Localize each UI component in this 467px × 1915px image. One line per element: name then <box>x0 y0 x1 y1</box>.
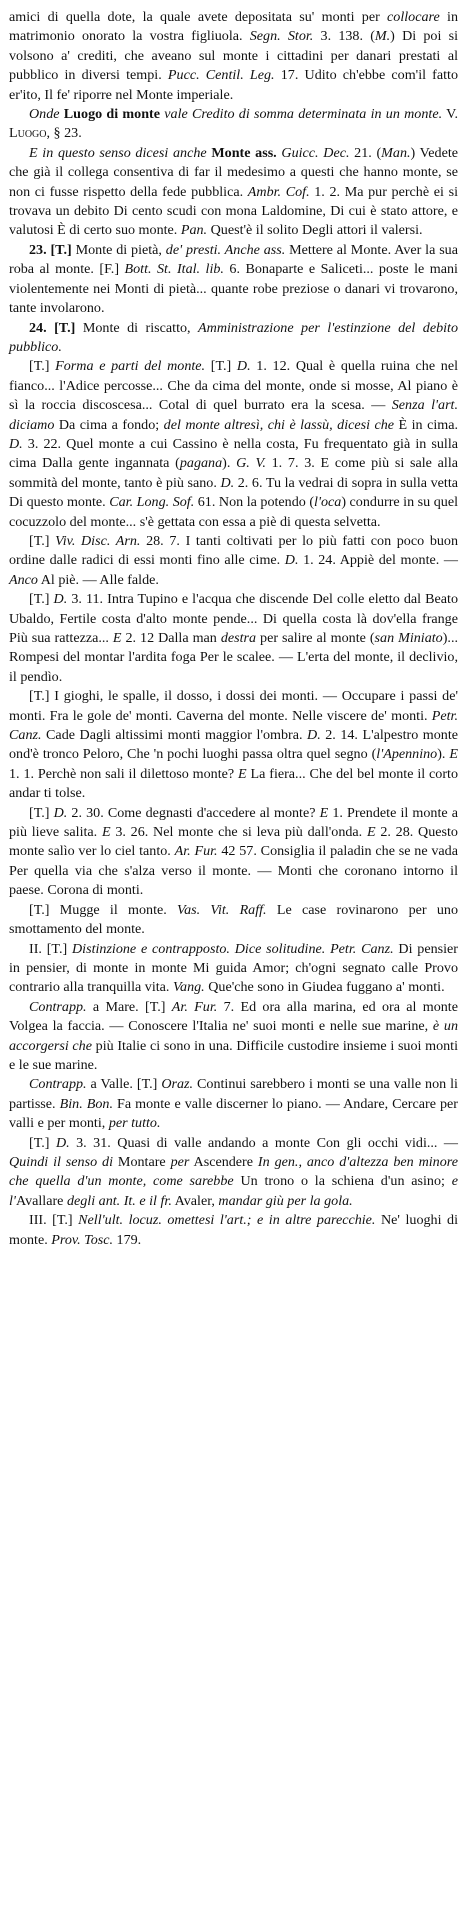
text-run: 6. Bonaparte e Saliceti... poste le mani violentemente nei Monti di pietà... quante robe preziose o danari vi trovarono, tante involarono. <box>9 261 458 317</box>
text-run: E in questo senso dicesi anche <box>29 144 207 161</box>
entry-paragraph <box>9 687 458 803</box>
text-run: Fa monte e valle discerner lo piano. — Andare, Cercare per valli e per monti, <box>9 1095 458 1132</box>
text-run: e l' <box>9 1173 458 1209</box>
text-run: l'oca <box>314 494 342 511</box>
text-run: 179. <box>113 1231 142 1248</box>
text-run: E <box>101 824 111 841</box>
text-run: Monte ass. <box>206 144 282 161</box>
entry-paragraph <box>9 319 458 358</box>
text-run: , § 23. <box>46 125 82 142</box>
text-run: 2. 6. Tu la vedrai di sopra in sulla vetta Di questo monte. <box>9 474 458 511</box>
text-run: 1. 2. Ma pur perchè ei si trovava un debito Di cento scudi con mona Laldomine, Di cui è stato attore, e valutosi È di certo suo monte. <box>9 183 458 239</box>
text-run: Viv. Disc. Arn. <box>55 532 141 549</box>
text-run: Que'che sono in Giudea fuggano a' monti. <box>204 979 445 996</box>
text-run: 1. Prendete il monte a più lieve salita. <box>9 804 458 841</box>
text-run: collocare <box>387 9 440 25</box>
text-run: D. <box>53 591 68 608</box>
text-run: per salire al monte ( <box>256 630 375 646</box>
text-run: È in cima. <box>394 416 458 433</box>
text-run: è un accorgersi che <box>9 1018 458 1054</box>
text-run: 3. 22. Quel monte a cui Cassino è nella costa, Fu frequentato già in sulla cima Dalla gente ingannata ( <box>9 435 458 472</box>
text-run: 1. 12. Qual è quella ruina che nel fianco... l'Adice percosse... Che da cima del monte, onde si mosse, Al piano è sì la roccia discoscesa... Cotal di quel burrato era la scesa. — <box>9 358 459 414</box>
text-run: vale <box>164 106 188 123</box>
text-run: 23. [T.] <box>29 241 76 258</box>
text-run: V. L <box>9 106 458 142</box>
text-run: Da cima a fondo; <box>54 416 164 433</box>
entry-paragraph <box>9 1134 458 1212</box>
text-run: [T.] <box>29 591 54 608</box>
text-run: 1. 24. Appiè del monte. — <box>298 552 458 569</box>
text-run: D. <box>307 727 321 744</box>
text-run: Segn. Stor. <box>249 28 314 45</box>
text-run: [T.] Mugge il monte. <box>29 901 178 918</box>
text-run: [T.] <box>29 804 54 821</box>
text-run: 2. 28. Questo monte salìo ver lo ciel tanto. <box>9 824 458 860</box>
text-run: Senza l'art. diciamo <box>9 397 458 433</box>
text-run: 2. 30. Come degnasti d'accedere al monte? <box>67 804 320 821</box>
entry-paragraph <box>9 532 458 590</box>
text-run: Pucc. Centil. Leg. <box>167 67 275 84</box>
entry-paragraph <box>9 940 458 998</box>
text-run: Le case rovinarono per uno smottamento del monte. <box>9 901 458 938</box>
text-run: Contrapp. <box>29 998 87 1015</box>
text-run: E <box>366 824 376 841</box>
text-run: Avallare <box>15 1192 67 1209</box>
text-run: Bin. Bon. <box>59 1095 113 1112</box>
text-run: del monte altresì, chi è lassù, dicesi che <box>163 416 395 433</box>
text-run: ) condurre in su quel cocuzzolo del monte... s'è gettata con essa a piè di questa selvetta. <box>9 494 458 530</box>
text-run: Petr. Canz. <box>9 707 458 744</box>
text-run: degli ant. It. e il fr. <box>66 1192 172 1209</box>
text-run: Pan. <box>180 222 208 239</box>
text-run: Credito di somma determinata in un monte. <box>187 106 443 123</box>
text-run: 1. 1. Perchè non sali il dilettoso monte? <box>9 765 239 782</box>
text-run: uogo <box>17 125 47 142</box>
entry-paragraph <box>9 8 458 105</box>
entry-paragraph <box>9 804 458 901</box>
text-run: Ar. Fur. <box>171 998 218 1015</box>
text-run: D. <box>220 474 235 491</box>
text-run: in matrimonio onorato la vostra figliuola. <box>9 9 458 45</box>
text-run: Un trono o la schiena d'un asino; <box>233 1173 452 1190</box>
text-run: G. V. <box>236 455 266 472</box>
text-run: de' presti. Anche ass. <box>165 241 286 258</box>
text-run: amici di quella dote, la quale avete depositata su' monti per <box>9 9 388 25</box>
text-run: E <box>112 630 122 646</box>
text-run: 7. Ed ora alla marina, ed ora al monte Volgea la faccia. — Conoscere l'Italia ne' suoi monti e nelle sue marine, <box>9 998 458 1035</box>
text-run: per tutto. <box>108 1115 161 1132</box>
text-run: Continui sarebbero i monti se una valle non li partisse. <box>9 1076 458 1112</box>
text-run: Cade Dagli altissimi monti maggior l'ombra. <box>41 727 308 744</box>
text-run: Quest'è il solito Degli attori il valersi. <box>207 222 423 239</box>
text-run: D. <box>55 1134 70 1151</box>
text-run: 3. 31. Quasi di valle andando a monte Con gli occhi vidi... — <box>69 1134 458 1151</box>
text-run: 2. 12 Dalla man <box>121 630 221 646</box>
text-run: Distinzione e contrapposto. Dice solitudine. Petr. Canz. <box>71 940 394 957</box>
text-run: pagana <box>179 455 223 472</box>
text-run: 3. 26. Nel monte che si leva più dall'onda. <box>110 824 367 841</box>
text-run: 3. 138. ( <box>313 28 375 45</box>
text-run: Ambr. Cof. <box>247 183 310 200</box>
text-run: Quindi il senso di <box>9 1153 114 1170</box>
text-run: [T.] I gioghi, le spalle, il dosso, i dossi dei monti. — Occupare i passi de' monti. Fra le gole de' monti. Caverna del monte. Nelle viscere de' monti. <box>9 688 458 724</box>
text-run: Anco <box>9 571 38 588</box>
text-run: 61. Non la potendo ( <box>194 494 315 511</box>
text-run: ). <box>222 455 237 472</box>
text-run: [T.] <box>205 358 237 375</box>
text-run: 21. ( <box>349 144 382 161</box>
text-run: a Valle. [T.] <box>86 1076 162 1093</box>
text-run: Al piè. — Alle falde. <box>37 571 159 588</box>
text-run: 1. 7. 3. E come più si sale alla sommità del monte, tanto è più sano. <box>9 455 458 491</box>
text-run: Mettere al Monte. Aver la sua roba al monte. [F.] <box>9 241 458 278</box>
entry-paragraph <box>9 998 458 1076</box>
text-run: l'Apennino <box>376 746 438 763</box>
text-run: Amministrazione per l'estinzione del debito pubblico. <box>9 319 459 355</box>
entry-paragraph <box>9 590 458 687</box>
text-run: III. [T.] <box>29 1212 79 1229</box>
text-run: Ne' luoghi di monte. <box>9 1212 459 1248</box>
text-run: Vas. Vit. Raff. <box>177 901 267 918</box>
text-run: più Italie ci sono in una. Difficile custodire insieme i suoi monti e le sue marine. <box>9 1037 458 1073</box>
text-run: Prov. Tosc. <box>51 1231 114 1248</box>
text-run: san Miniato <box>374 630 443 646</box>
entry-paragraph <box>9 144 458 241</box>
text-run: ) Vedete che già il collega consentiva di far il medesimo a questi che hanno monte, se non ci fusse rispetto della fede pubblica. <box>9 144 459 200</box>
text-run: M. <box>374 28 391 45</box>
text-run: Oraz. <box>161 1076 194 1093</box>
text-run: 2. 14. L'alpestro monte ond'è tronco Peloro, Che 'n pochi luoghi passa oltra quel segno ( <box>9 727 458 763</box>
entry-paragraph <box>9 1211 458 1250</box>
text-run: 24. [T.] <box>29 319 83 336</box>
text-run: Forma e parti del monte. <box>55 358 206 375</box>
entry-paragraph <box>9 357 458 532</box>
text-run: D. <box>284 552 299 569</box>
text-run: a Mare. [T.] <box>86 998 172 1015</box>
text-run: destra <box>220 630 257 646</box>
text-run: La fiera... Che del bel monte il corto andar ti tolse. <box>9 765 459 802</box>
text-run: [T.] <box>29 532 56 549</box>
text-run: Contrapp. <box>29 1076 87 1093</box>
entry-paragraph <box>9 901 458 940</box>
text-run: II. [T.] <box>29 940 72 957</box>
text-run: Ar. Fur. <box>174 843 218 860</box>
text-run: Montare <box>113 1153 171 1170</box>
text-run: E <box>449 746 458 763</box>
entry-paragraph <box>9 241 458 319</box>
text-run: D. <box>53 804 68 821</box>
text-run: mandar giù per la gola. <box>218 1192 353 1209</box>
text-run: Guicc. Dec. <box>281 144 350 161</box>
text-run: )... Rompesi del montar l'ardita foga Per le scalee. — L'erta del monte, il declivio, il pendìo. <box>9 630 458 685</box>
text-run: ). <box>437 746 450 763</box>
text-run: 3. 11. Intra Tupino e l'acqua che discende Del colle eletto dal Beato Ubaldo, Fertile costa d'alto monte pende... Di quella costa là dov'ella frange Più sua rattezza... <box>9 591 458 646</box>
text-run: ) Di poi si volsono a' crediti, che aveano sul monte i cittadini per danari prestati al pubblico in diversi tempi. <box>9 28 458 84</box>
text-run: 42 57. Consiglia il paladin che se ne vada Per quella via che s'alza verso il monte. — Monti che coronano intorno il paese. Corona di monti. <box>9 843 458 899</box>
text-run: Monte di riscatto, <box>82 319 199 336</box>
text-run: E <box>319 804 329 821</box>
text-run: Bott. St. Ital. lib. <box>124 261 224 278</box>
text-run: Onde <box>29 106 60 123</box>
text-run: In gen., anco d'altezza ben minore che quella d'un monte, come sarebbe <box>9 1153 458 1190</box>
text-run: E <box>238 765 247 782</box>
text-run: Luogo di monte <box>59 106 165 123</box>
entry-paragraph <box>9 1075 458 1133</box>
entry-paragraph <box>9 105 458 144</box>
text-run: Monte di pietà, <box>75 241 166 258</box>
text-run: Di pensier in pensier, di monte in monte Mi guida Amor; ch'ogni segnato calle Provo contrario alla tranquilla vita. <box>9 940 458 996</box>
text-run: D. <box>9 435 23 452</box>
text-run: Ascendere <box>189 1153 258 1170</box>
text-run: D. <box>236 358 251 375</box>
text-run: 17. Udito ch'ebbe com'il fatto er'ito, Il fe' riporre nel Monte imperiale. <box>9 67 459 103</box>
text-run: Man. <box>381 144 411 161</box>
text-run: per <box>170 1153 190 1170</box>
text-run: [T.] <box>29 358 56 375</box>
text-run: 28. 7. I tanti coltivati per lo più fatti con poco buon ordine dalle radici di essi monti fino alle cime. <box>9 532 459 569</box>
text-run: Car. Long. Sof. <box>109 494 195 511</box>
text-run: Vang. <box>172 979 205 996</box>
text-run: Nell'ult. locuz. omettesi l'art.; e in altre parecchie. <box>78 1212 376 1229</box>
text-run: Avaler, <box>171 1192 219 1209</box>
text-run: [T.] <box>29 1134 56 1151</box>
